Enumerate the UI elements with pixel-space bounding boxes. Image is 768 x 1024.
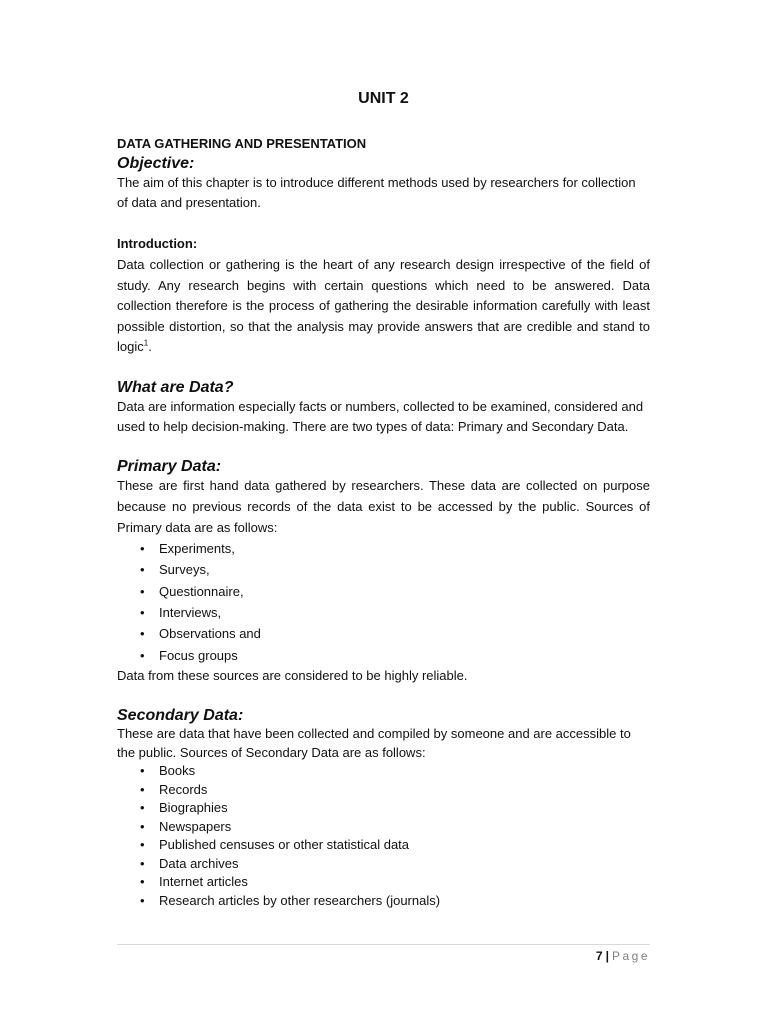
page-number: 7 <box>595 949 603 963</box>
secondary-data-heading: Secondary Data: <box>117 707 244 725</box>
what-are-data-text: Data are information especially facts or numbers, collected to be examined, considered and used to help decision-making. There are two types of data: Primary and Secondary Data. <box>117 398 644 435</box>
list-item: • Surveys, <box>117 559 650 580</box>
introduction-heading: Introduction: <box>117 236 198 252</box>
list-item: • Questionnaire, <box>117 581 650 602</box>
objective-heading: Objective: <box>117 154 195 172</box>
introduction-paragraph <box>117 255 650 358</box>
list-item: • Biographies <box>117 799 650 818</box>
footer-divider <box>117 944 650 945</box>
spacer <box>117 214 650 235</box>
secondary-sources-list <box>117 762 650 910</box>
list-item: • Data archives <box>117 855 650 874</box>
introduction-text-end: . <box>148 339 152 355</box>
secondary-data-text: These are data that have been collected and compiled by someone and are accessible to the public. Sources of Secondary Data are as follows: <box>117 726 631 760</box>
document-page <box>117 86 650 910</box>
footer-separator: | <box>605 949 609 963</box>
spacer <box>117 686 650 707</box>
introduction-text: Data collection or gathering is the heart of any research design irrespective of the field of study. Any research begins with certain questions which need to be answered. Data collection therefore is the process of gathering the desirable information carefully with least possible distortion, so that the analysis may provide answers that are credible and stand to logic <box>117 256 650 355</box>
list-item: • Records <box>117 781 650 800</box>
spacer <box>117 438 650 459</box>
list-item: • Observations and <box>117 623 650 644</box>
objective-text: The aim of this chapter is to introduce different methods used by researchers for collection of data and presentation. <box>117 174 636 211</box>
list-item: • Interviews, <box>117 602 650 623</box>
section-heading: DATA GATHERING AND PRESENTATION <box>117 136 367 151</box>
page-label: Page <box>611 949 650 963</box>
primary-data-closing: Data from these sources are considered to be highly reliable. <box>117 667 468 683</box>
primary-data-text: These are first hand data gathered by researchers. These data are collected on purpose because no previous records of the data exist to be accessed by the public. Sources of Primary data are as follows: <box>117 478 650 535</box>
list-item: • Newspapers <box>117 818 650 837</box>
list-item: • Internet articles <box>117 873 650 892</box>
primary-data-heading: Primary Data: <box>117 458 222 476</box>
list-item: • Books <box>117 762 650 781</box>
list-item: • Experiments, <box>117 538 650 559</box>
unit-title: UNIT 2 <box>358 90 409 107</box>
page-footer <box>596 948 650 964</box>
what-are-data-heading: What are Data? <box>117 378 234 396</box>
list-item: • Published censuses or other statistical data <box>117 836 650 855</box>
list-item: • Research articles by other researchers (journals) <box>117 892 650 911</box>
footnote-reference[interactable]: 1 <box>143 339 149 349</box>
list-item: • Focus groups <box>117 645 650 666</box>
primary-sources-list <box>117 538 650 666</box>
spacer <box>117 358 650 379</box>
